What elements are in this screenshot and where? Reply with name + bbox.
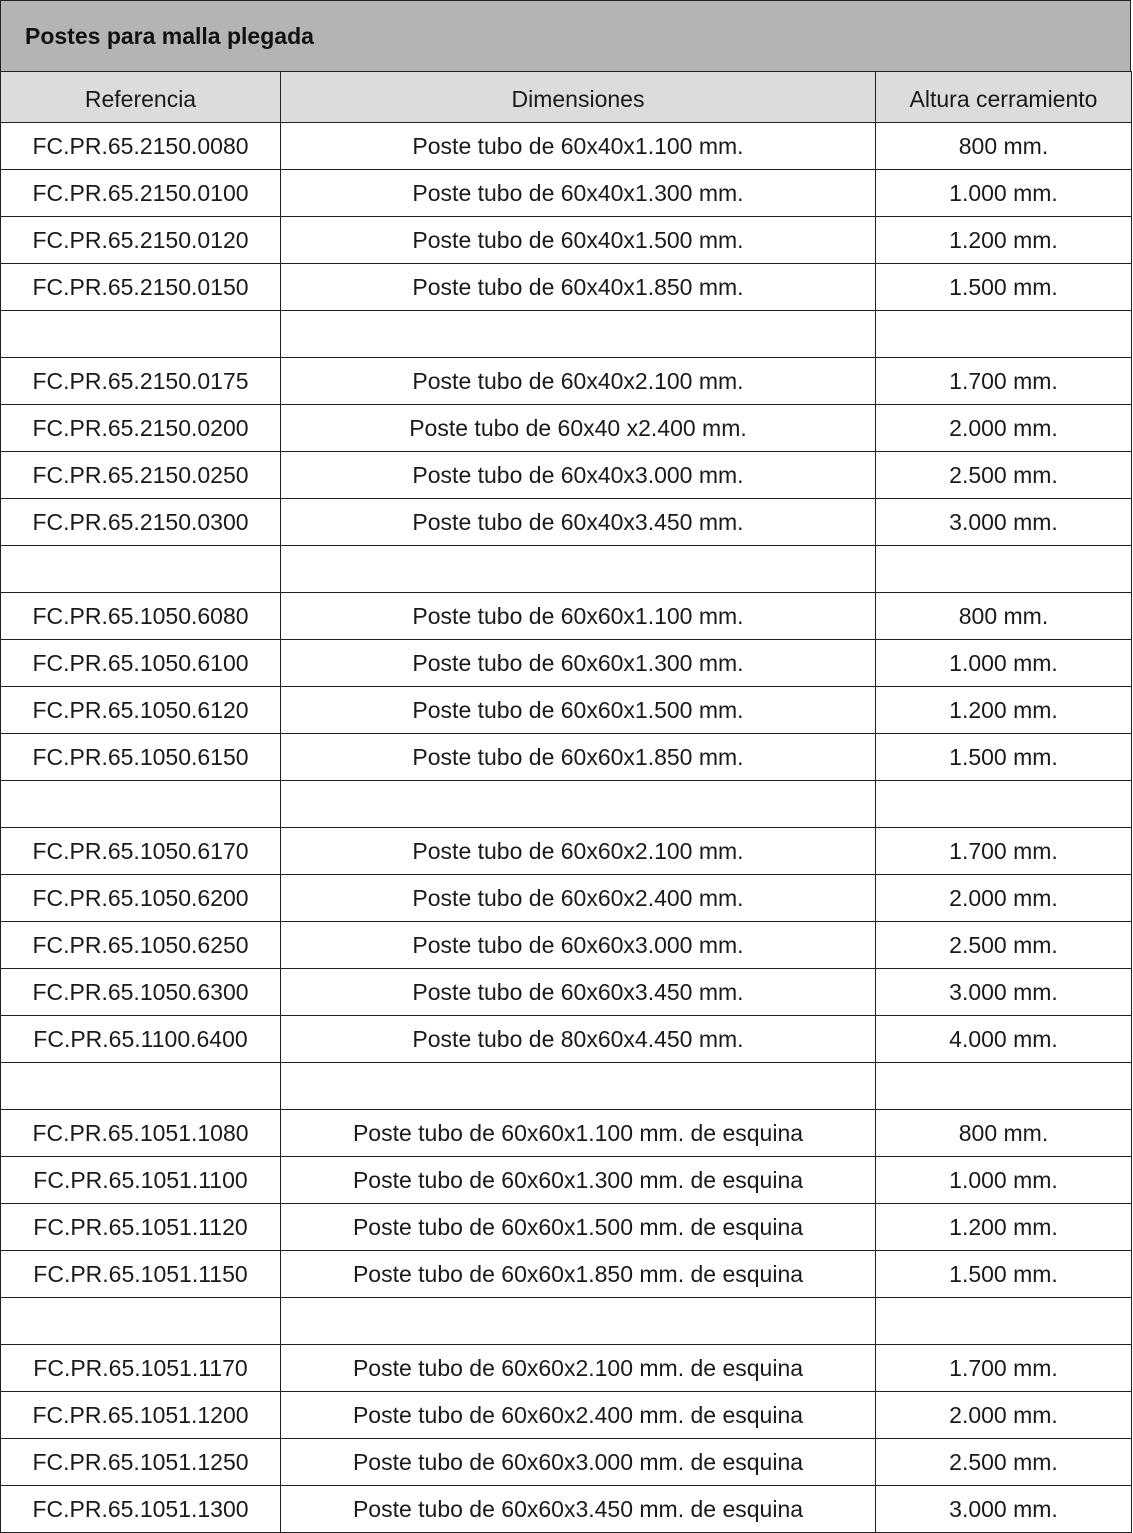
- dimensions-cell: Poste tubo de 60x40x1.500 mm.: [281, 217, 876, 264]
- reference-cell: FC.PR.65.1050.6170: [1, 828, 281, 875]
- dimensions-cell: Poste tubo de 60x60x3.000 mm.: [281, 922, 876, 969]
- separator-row: [1, 1298, 1132, 1345]
- table-row: [1, 922, 1132, 969]
- table-row: [1, 1486, 1132, 1533]
- reference-cell: [1, 781, 281, 828]
- dimensions-cell: Poste tubo de 60x60x2.100 mm. de esquina: [281, 1345, 876, 1392]
- reference-cell: [1, 546, 281, 593]
- reference-cell: FC.PR.65.1051.1170: [1, 1345, 281, 1392]
- dimensions-cell: [281, 1063, 876, 1110]
- height-cell: 3.000 mm.: [876, 499, 1132, 546]
- reference-cell: FC.PR.65.2150.0250: [1, 452, 281, 499]
- dimensions-cell: Poste tubo de 60x60x1.850 mm. de esquina: [281, 1251, 876, 1298]
- height-cell: 2.500 mm.: [876, 922, 1132, 969]
- reference-cell: FC.PR.65.2150.0175: [1, 358, 281, 405]
- reference-cell: FC.PR.65.2150.0200: [1, 405, 281, 452]
- table-row: [1, 875, 1132, 922]
- height-cell: 800 mm.: [876, 1110, 1132, 1157]
- reference-cell: FC.PR.65.1050.6150: [1, 734, 281, 781]
- height-cell: 1.500 mm.: [876, 1251, 1132, 1298]
- dimensions-cell: Poste tubo de 60x40x1.100 mm.: [281, 123, 876, 170]
- height-cell: [876, 1298, 1132, 1345]
- reference-cell: FC.PR.65.1100.6400: [1, 1016, 281, 1063]
- dimensions-cell: Poste tubo de 80x60x4.450 mm.: [281, 1016, 876, 1063]
- dimensions-cell: Poste tubo de 60x60x1.100 mm. de esquina: [281, 1110, 876, 1157]
- dimensions-cell: [281, 546, 876, 593]
- reference-cell: FC.PR.65.1050.6080: [1, 593, 281, 640]
- table-row: [1, 217, 1132, 264]
- dimensions-cell: Poste tubo de 60x60x1.850 mm.: [281, 734, 876, 781]
- height-cell: 1.500 mm.: [876, 264, 1132, 311]
- header-row: [1, 72, 1132, 123]
- table-row: [1, 123, 1132, 170]
- table-row: [1, 499, 1132, 546]
- separator-row: [1, 1063, 1132, 1110]
- height-cell: 800 mm.: [876, 123, 1132, 170]
- dimensions-cell: Poste tubo de 60x40 x2.400 mm.: [281, 405, 876, 452]
- height-cell: 2.000 mm.: [876, 405, 1132, 452]
- dimensions-cell: Poste tubo de 60x60x2.100 mm.: [281, 828, 876, 875]
- reference-cell: FC.PR.65.1051.1100: [1, 1157, 281, 1204]
- separator-row: [1, 781, 1132, 828]
- height-cell: 1.700 mm.: [876, 1345, 1132, 1392]
- dimensions-cell: Poste tubo de 60x60x1.500 mm.: [281, 687, 876, 734]
- reference-cell: FC.PR.65.1050.6250: [1, 922, 281, 969]
- height-cell: 2.500 mm.: [876, 1439, 1132, 1486]
- height-cell: 1.000 mm.: [876, 640, 1132, 687]
- table-body: [1, 123, 1132, 1533]
- table-row: [1, 969, 1132, 1016]
- dimensions-cell: Poste tubo de 60x60x2.400 mm.: [281, 875, 876, 922]
- reference-cell: [1, 311, 281, 358]
- table-header: [1, 72, 1132, 123]
- reference-cell: FC.PR.65.2150.0150: [1, 264, 281, 311]
- height-cell: 1.000 mm.: [876, 170, 1132, 217]
- reference-cell: FC.PR.65.2150.0080: [1, 123, 281, 170]
- table-row: [1, 264, 1132, 311]
- separator-row: [1, 546, 1132, 593]
- reference-cell: FC.PR.65.1050.6300: [1, 969, 281, 1016]
- column-header-referencia: Referencia: [1, 72, 281, 123]
- reference-cell: [1, 1298, 281, 1345]
- dimensions-cell: Poste tubo de 60x60x1.100 mm.: [281, 593, 876, 640]
- dimensions-cell: Poste tubo de 60x60x3.450 mm.: [281, 969, 876, 1016]
- table-row: [1, 358, 1132, 405]
- dimensions-cell: Poste tubo de 60x60x1.500 mm. de esquina: [281, 1204, 876, 1251]
- table-row: [1, 1439, 1132, 1486]
- table-row: [1, 828, 1132, 875]
- height-cell: 3.000 mm.: [876, 1486, 1132, 1533]
- table-row: [1, 170, 1132, 217]
- dimensions-cell: Poste tubo de 60x40x2.100 mm.: [281, 358, 876, 405]
- table-row: [1, 1157, 1132, 1204]
- height-cell: 1.200 mm.: [876, 1204, 1132, 1251]
- height-cell: 1.000 mm.: [876, 1157, 1132, 1204]
- dimensions-cell: Poste tubo de 60x60x3.450 mm. de esquina: [281, 1486, 876, 1533]
- table-row: [1, 1016, 1132, 1063]
- reference-cell: FC.PR.65.1051.1120: [1, 1204, 281, 1251]
- table-row: [1, 405, 1132, 452]
- height-cell: [876, 781, 1132, 828]
- dimensions-cell: Poste tubo de 60x40x3.450 mm.: [281, 499, 876, 546]
- dimensions-cell: Poste tubo de 60x60x2.400 mm. de esquina: [281, 1392, 876, 1439]
- height-cell: 1.200 mm.: [876, 687, 1132, 734]
- table-row: [1, 734, 1132, 781]
- dimensions-cell: Poste tubo de 60x40x3.000 mm.: [281, 452, 876, 499]
- reference-cell: FC.PR.65.2150.0100: [1, 170, 281, 217]
- height-cell: [876, 546, 1132, 593]
- dimensions-cell: Poste tubo de 60x60x1.300 mm. de esquina: [281, 1157, 876, 1204]
- height-cell: 1.500 mm.: [876, 734, 1132, 781]
- dimensions-cell: [281, 311, 876, 358]
- reference-cell: FC.PR.65.1051.1080: [1, 1110, 281, 1157]
- dimensions-cell: [281, 1298, 876, 1345]
- table-row: [1, 687, 1132, 734]
- column-header-altura: Altura cerramiento: [876, 72, 1132, 123]
- column-header-dimensiones: Dimensiones: [281, 72, 876, 123]
- height-cell: 800 mm.: [876, 593, 1132, 640]
- height-cell: 2.000 mm.: [876, 875, 1132, 922]
- reference-cell: FC.PR.65.2150.0300: [1, 499, 281, 546]
- height-cell: 1.700 mm.: [876, 358, 1132, 405]
- height-cell: 1.700 mm.: [876, 828, 1132, 875]
- reference-cell: FC.PR.65.2150.0120: [1, 217, 281, 264]
- height-cell: [876, 311, 1132, 358]
- dimensions-cell: Poste tubo de 60x40x1.850 mm.: [281, 264, 876, 311]
- table-row: [1, 452, 1132, 499]
- reference-cell: [1, 1063, 281, 1110]
- table-row: [1, 1204, 1132, 1251]
- table-row: [1, 593, 1132, 640]
- reference-cell: FC.PR.65.1051.1250: [1, 1439, 281, 1486]
- table-title: Postes para malla plegada: [0, 0, 1131, 71]
- product-table: [0, 71, 1132, 1533]
- dimensions-cell: [281, 781, 876, 828]
- height-cell: [876, 1063, 1132, 1110]
- table-row: [1, 1110, 1132, 1157]
- height-cell: 2.500 mm.: [876, 452, 1132, 499]
- table-row: [1, 640, 1132, 687]
- height-cell: 4.000 mm.: [876, 1016, 1132, 1063]
- table-row: [1, 1345, 1132, 1392]
- dimensions-cell: Poste tubo de 60x60x1.300 mm.: [281, 640, 876, 687]
- reference-cell: FC.PR.65.1051.1300: [1, 1486, 281, 1533]
- reference-cell: FC.PR.65.1050.6120: [1, 687, 281, 734]
- height-cell: 1.200 mm.: [876, 217, 1132, 264]
- separator-row: [1, 311, 1132, 358]
- height-cell: 3.000 mm.: [876, 969, 1132, 1016]
- dimensions-cell: Poste tubo de 60x60x3.000 mm. de esquina: [281, 1439, 876, 1486]
- height-cell: 2.000 mm.: [876, 1392, 1132, 1439]
- table-row: [1, 1251, 1132, 1298]
- reference-cell: FC.PR.65.1050.6200: [1, 875, 281, 922]
- table-row: [1, 1392, 1132, 1439]
- dimensions-cell: Poste tubo de 60x40x1.300 mm.: [281, 170, 876, 217]
- reference-cell: FC.PR.65.1051.1150: [1, 1251, 281, 1298]
- reference-cell: FC.PR.65.1051.1200: [1, 1392, 281, 1439]
- reference-cell: FC.PR.65.1050.6100: [1, 640, 281, 687]
